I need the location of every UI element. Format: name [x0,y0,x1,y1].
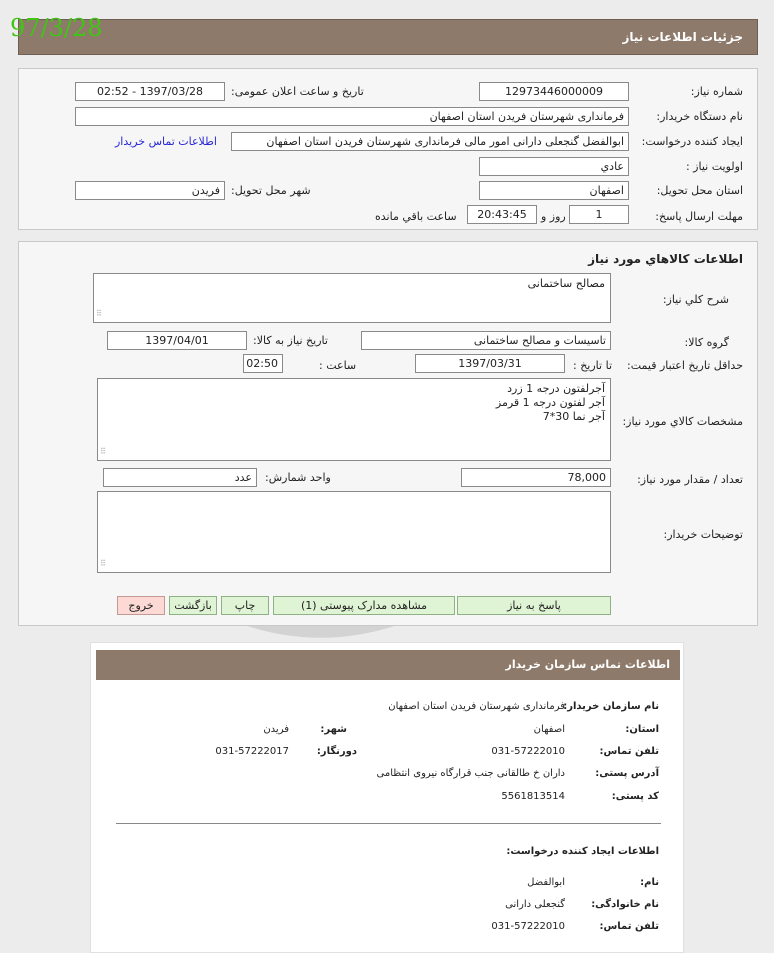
org-value: فرمانداری شهرستان فریدن استان اصفهان [388,701,565,712]
postal-code-label: کد پستی: [611,791,659,802]
postal-code-value: 5561813514 [501,791,565,802]
request-creator-label: ایجاد کننده درخواست: [641,135,743,148]
deadline-days-unit: روز و [541,210,566,223]
time-label: ساعت : [319,359,357,372]
buyer-contact-link[interactable]: اطلاعات تماس خریدار [115,135,217,148]
general-desc-label: شرح كلي نیاز: [662,293,729,306]
deadline-time-field: 20:43:45 [467,205,537,224]
contact-card-divider [116,823,661,824]
specs-label: مشخصات كالاي مورد نیاز: [622,415,743,428]
creator-family-label: نام خانوادگی: [591,899,659,910]
contact-phone-label: تلفن تماس: [599,746,659,757]
buyer-org-field: فرمانداری شهرستان فریدن استان اصفهان [75,107,629,126]
spec-line: آجر لفتون درجه 1 قرمز [495,396,605,409]
need-date-label: تاریخ نیاز به كالا: [253,334,328,347]
fax-value: 031-57222017 [215,746,289,757]
delivery-city-field: فریدن [75,181,225,200]
deadline-label: مهلت ارسال پاسخ: [655,210,743,223]
announce-date-label: تاریخ و ساعت اعلان عمومی: [231,85,364,98]
need-number-label: شماره نیاز: [690,85,743,98]
contact-city-value: فریدن [263,724,289,735]
until-date-field: 1397/03/31 [415,354,565,373]
contact-card-header [96,650,680,680]
contact-phone-value: 031-57222010 [491,746,565,757]
creator-name-value: ابوالفضل [527,877,565,888]
general-desc-field [93,273,611,323]
creator-phone-label: تلفن تماس: [599,921,659,932]
resize-grip-icon[interactable]: ⠿ [100,559,106,568]
need-date-field: 1397/04/01 [107,331,247,350]
back-button[interactable]: بازگشت [169,596,217,615]
address-value: داران خ طالقانی جنب قرارگاه نیروی انتظامی [376,768,565,779]
need-number-field: 12973446000009 [479,82,629,101]
contact-card-title: اطلاعات تماس سازمان خریدار [505,658,670,671]
deadline-days-field: 1 [569,205,629,224]
contact-city-label: شهر: [320,724,347,735]
contact-province-value: اصفهان [533,724,565,735]
reply-button[interactable]: پاسخ به نیاز [457,596,611,615]
min-price-validity-label: حداقل تاریخ اعتبار قیمت: [627,359,743,372]
page-title: جزئیات اطلاعات نیاز [622,30,743,44]
buyer-notes-label: توضیحات خریدار: [663,528,743,541]
time-field: 02:50 [243,354,283,373]
request-creator-field: ابوالفضل گنجعلی دارانی امور مالی فرمانداری شهرستان فریدن استان اصفهان [231,132,629,151]
goods-panel [18,241,758,626]
creator-name-label: نام: [640,877,659,888]
quantity-label: تعداد / مقدار مورد نیاز: [637,473,743,486]
specs-field [97,378,611,461]
deadline-time-unit: ساعت باقي مانده [375,210,457,223]
count-unit-label: واحد شمارش: [265,471,331,484]
view-attachments-button[interactable]: مشاهده مدارک پیوستی (1) [273,596,455,615]
goods-section-heading: اطلاعات كالاهاي مورد نیاز [588,252,743,266]
creator-info-heading: اطلاعات ایجاد کننده درخواست: [506,846,659,857]
spec-line: آجر نما 30*7 [542,410,605,423]
delivery-city-label: شهر محل تحویل: [231,184,311,197]
details-panel [18,68,758,230]
delivery-province-field: اصفهان [479,181,629,200]
delivery-province-label: استان محل تحویل: [656,184,743,197]
buyer-contact-card [90,642,684,953]
general-desc-text: مصالح ساختمانی [527,277,605,290]
until-date-label: تا تاریخ : [573,359,612,372]
date-stamp: 97/3/28 [10,14,103,42]
spec-line: آجرلفتون درجه 1 زرد [507,382,605,395]
count-unit-field: عدد [103,468,257,487]
goods-group-field: تاسیسات و مصالح ساختمانی [361,331,611,350]
org-label: نام سازمان خریدار: [563,701,659,712]
page-title-bar [18,19,758,55]
goods-group-label: گروه كالا: [684,336,729,349]
quantity-field: 78,000 [461,468,611,487]
resize-grip-icon[interactable]: ⠿ [100,447,106,456]
creator-phone-value: 031-57222010 [491,921,565,932]
priority-field: عادي [479,157,629,176]
announce-date-field: 1397/03/28 - 02:52 [75,82,225,101]
print-button[interactable]: چاپ [221,596,269,615]
contact-province-label: استان: [625,724,659,735]
buyer-org-label: نام دستگاه خریدار: [656,110,743,123]
fax-label: دورنگار: [316,746,357,757]
buyer-notes-field [97,491,611,573]
priority-label: اولویت نیاز : [685,160,743,173]
address-label: آدرس پستی: [595,768,659,779]
exit-button[interactable]: خروج [117,596,165,615]
resize-grip-icon[interactable]: ⠿ [96,309,102,318]
creator-family-value: گنجعلی دارانی [505,899,565,910]
